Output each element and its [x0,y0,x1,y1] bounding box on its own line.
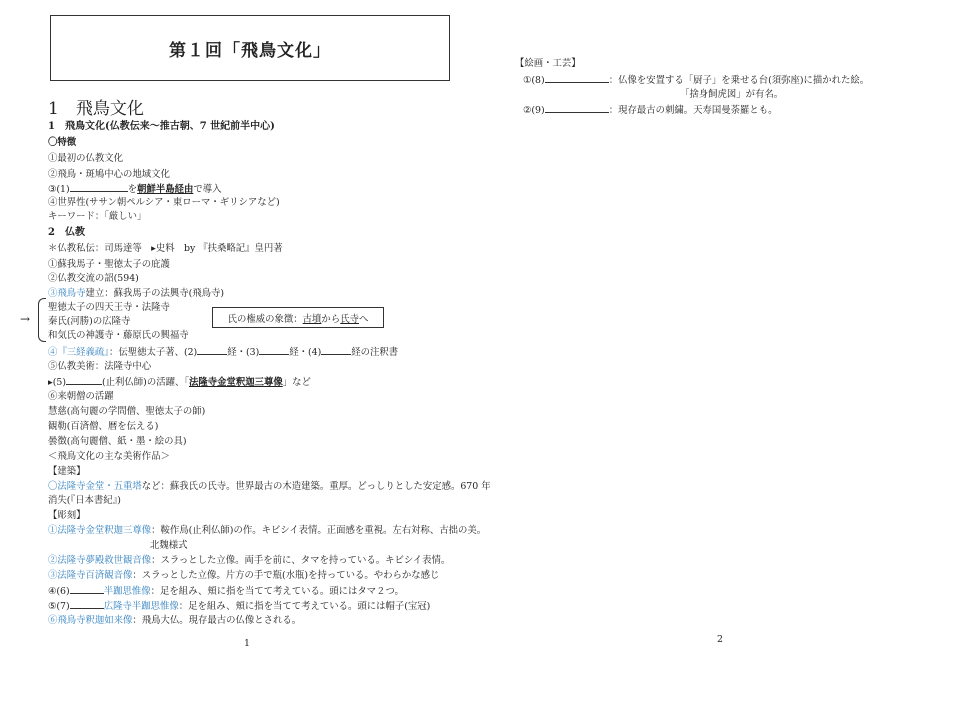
clan-post: へ [358,313,369,325]
sculpture-1-term: ①法隆寺金堂釈迦三尊像 [48,525,152,536]
sculpture-3-rest: ：スラっとした立像。片方の手で瓶(水瓶)を持っている。やわらかな感じ [132,570,440,581]
buddhism-6: ⑥来朝僧の活躍 [48,391,114,402]
right-arrow-icon: → [20,312,31,326]
buddhism-5-sub-b: 」など [282,377,311,388]
craft-1-cont: 「捨身飼虎図」が有名。 [680,89,784,100]
sculpture-5-prefix: ⑤(7) [48,601,70,612]
sangyo-gisho-term: ④『三経義疏』 [48,347,109,358]
right-page [480,0,960,720]
craft-2-prefix: ②(9) [523,105,545,116]
sculpture-6-term: ⑥飛鳥寺釈迦如来像 [48,615,133,626]
temple-2: 秦氏(河勝)の広隆寺 [48,316,131,327]
sculpture-5-term: 広隆寺半跏思惟像 [103,601,179,612]
priest-2: 観勒(百済僧、暦を伝える) [48,421,159,432]
priest-1: 慧慈(高句麗の学問僧、聖徳太子の師) [48,406,206,417]
blank-5 [66,375,102,385]
sculpture-1-cont: 北魏様式 [150,540,188,551]
page-title: 第１回「飛鳥文化」 [169,40,331,61]
sculpture-1-rest: ：鞍作鳥(止利仏師)の作。キビシイ表情。正面感を重視。左右対称、古拙の美。 [151,525,487,536]
sculpture-1 [48,524,486,537]
temple-1: 聖徳太子の四天王寺・法隆寺 [48,302,170,313]
buddhism-5-sub-prefix: ▸(5) [48,377,66,388]
section-2-heading: 2 仏教 [48,227,85,238]
sculpture-6-rest: ：飛鳥大仏。現存最古の仏像とされる。 [132,615,302,626]
blank-2 [197,345,227,355]
horyuji-kondo-term: 〇法隆寺金堂・五重塔 [48,481,142,492]
buddhism-4 [48,345,398,359]
feature-2: ②飛鳥・斑鳩中心の地域文化 [48,169,170,180]
private-transmission: ＊仏教私伝：司馬達等 ▸史料 by 『扶桑略記』皇円著 [48,243,283,254]
feature-3-mid: を [127,184,138,195]
buddhism-5-sub-a: (止利仏師)の活躍、「 [102,377,189,388]
buddhism-1: ①蘇我馬子・聖徳太子の庇護 [48,259,170,270]
sculpture-5-rest: ：足を組み、頬に指を当てて考えている。頭には帽子(宝冠) [178,601,431,612]
keyword-line: キーワード：「厳しい」 [48,211,147,222]
section-1-heading: 1 飛鳥文化(仏教伝来～推古朝、7 世紀前半中心) [48,121,275,132]
clan-authority-box [212,307,384,328]
sculpture-label: 【彫刻】 [48,510,86,521]
craft-1 [523,73,869,87]
temple-3: 和気氏の神護寺・藤原氏の興福寺 [48,330,189,341]
architecture-item [48,480,491,493]
feature-3-prefix: ③(1) [48,184,70,195]
art-heading: ＜飛鳥文化の主な美術作品＞ [48,451,170,462]
sculpture-2-rest: ：スラっとした立像。両手を前に、タマを持っている。キビシイ表情。 [151,555,451,566]
buddhism-5: ⑤仏教美術：法隆寺中心 [48,361,152,372]
buddhism-4-b: 経・(3) [227,347,260,358]
buddhism-3-rest: 建立：蘇我馬子の法興寺(飛鳥寺) [85,288,225,299]
feature-3-post: で導入 [193,184,222,195]
architecture-label: 【建築】 [48,466,86,477]
buddhism-4-d: 経の注釈書 [351,347,399,358]
sculpture-3 [48,569,439,582]
clan-pre: 氏の権威の象徴： [227,313,303,325]
crafts-label: 【絵画・工芸】 [515,58,581,69]
feature-4: ④世界性(ササン朝ペルシア・東ローマ・ギリシアなど) [48,197,280,208]
shaka-triad-key: 法隆寺金堂釈迦三尊像 [189,377,283,388]
architecture-rest: など：蘇我氏の氏寺。世界最古の木造建築。重厚。どっしりとした安定感。670 年 [141,481,491,492]
sculpture-4-rest: ：足を組み、頬に指を当てて考えている。頭にはタマ２つ。 [150,586,404,597]
blank-9 [545,103,609,113]
buddhism-4-c: 経・(4) [289,347,322,358]
blank-7 [70,599,104,609]
buddhism-3 [48,287,224,300]
feature-1: ①最初の仏教文化 [48,153,124,164]
page-title-box [50,15,450,81]
sculpture-2 [48,554,450,567]
buddhism-5-sub [48,375,311,389]
craft-1-prefix: ①(8) [523,75,545,86]
sculpture-6 [48,614,301,627]
sculpture-4 [48,584,404,598]
sculpture-2-term: ②法隆寺夢殿救世観音像 [48,555,152,566]
feature-3 [48,182,221,196]
page-number-2: 2 [717,634,723,645]
asukadera-term: ③飛鳥寺 [48,288,86,299]
sculpture-3-term: ③法隆寺百済観音像 [48,570,133,581]
sculpture-4-term: 半跏思惟像 [103,586,151,597]
blank-1 [70,182,128,192]
blank-3 [259,345,289,355]
blank-4 [321,345,351,355]
chapter-heading: 1 飛鳥文化 [48,99,144,119]
left-brace-icon [38,298,46,342]
sculpture-5 [48,599,430,613]
architecture-cont: 消失(『日本書紀』) [48,495,121,506]
blank-6 [70,584,104,594]
feature-3-key: 朝鮮半島経由 [137,184,194,195]
priest-3: 曇徴(高句麗僧、紙・墨・絵の具) [48,436,187,447]
sculpture-4-prefix: ④(6) [48,586,70,597]
blank-8 [545,73,609,83]
craft-2-rest: ：現存最古の刺繍。天寿国曼荼羅とも。 [608,105,778,116]
clan-mid: から [321,313,341,325]
craft-1-rest: ：仏像を安置する「厨子」を乗せる台(須弥座)に描かれた絵。 [608,75,870,86]
clan-ujidera: 氏寺 [340,313,359,325]
buddhism-2: ②仏教交流の詔(594) [48,273,139,284]
clan-kofun: 古墳 [302,313,322,325]
craft-2 [523,103,777,117]
page-number-1: 1 [244,638,250,649]
features-label: 〇特徴 [48,137,77,148]
buddhism-4-a: ：伝聖徳太子著、(2) [108,347,198,358]
